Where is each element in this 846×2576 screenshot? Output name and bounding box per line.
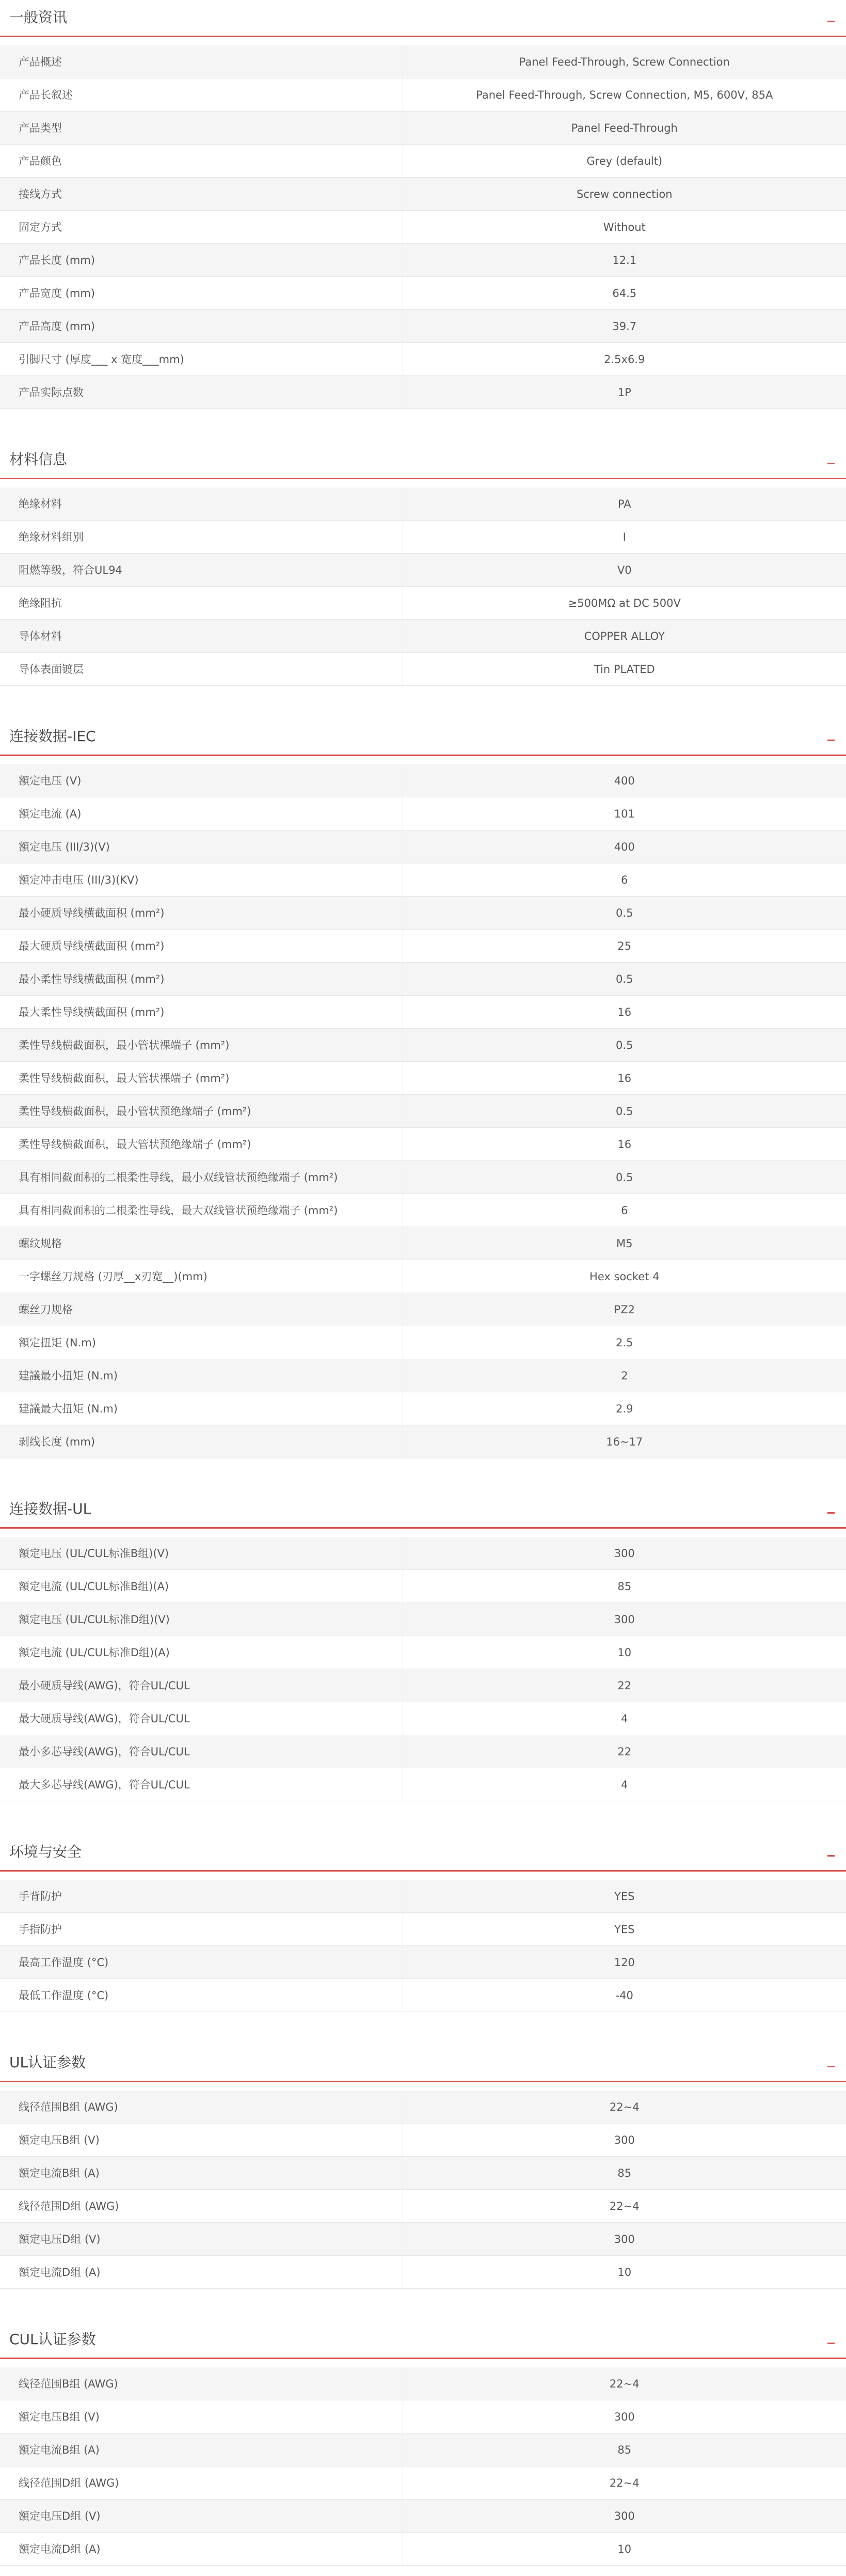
spec-value: PA (403, 488, 846, 521)
table-row (0, 45, 846, 78)
table-row (0, 554, 846, 587)
collapse-toggle-icon[interactable] (827, 740, 835, 741)
table-row (0, 1260, 846, 1293)
section-title: 一般资讯 (9, 9, 68, 26)
spec-label: 线径范围B组 (AWG) (0, 2367, 403, 2400)
table-row (0, 797, 846, 830)
table-row (0, 2367, 846, 2400)
spec-label: 产品概述 (0, 45, 403, 78)
spec-label: 线径范围D组 (AWG) (0, 2467, 403, 2500)
spec-value: V0 (403, 554, 846, 587)
spec-value: 1P (403, 376, 846, 409)
spec-value: M5 (403, 1227, 846, 1260)
table-row (0, 1425, 846, 1458)
spec-value: YES (403, 1880, 846, 1913)
spec-value: 2 (403, 1359, 846, 1392)
section-spacer (0, 1872, 846, 1880)
table-row (0, 310, 846, 343)
table-row (0, 1029, 846, 1062)
section-spacer (0, 1529, 846, 1537)
table-row (0, 587, 846, 620)
spec-label: 引脚尺寸 (厚度___ x 宽度___mm) (0, 343, 403, 376)
table-row (0, 2400, 846, 2433)
table-row (0, 653, 846, 686)
spec-label: 产品颜色 (0, 145, 403, 178)
spec-label: 产品长叙述 (0, 78, 403, 112)
table-row (0, 830, 846, 863)
section-spacer (0, 479, 846, 488)
section-gap (0, 2566, 846, 2576)
spec-label: 固定方式 (0, 211, 403, 244)
section-header[interactable] (0, 2322, 846, 2359)
section-title: CUL认证参数 (9, 2331, 96, 2348)
table-row (0, 343, 846, 376)
spec-label: 額定电压D组 (V) (0, 2223, 403, 2256)
table-row (0, 2157, 846, 2190)
section-header[interactable] (0, 442, 846, 479)
table-row (0, 1293, 846, 1326)
spec-label: 額定电压 (III/3)(V) (0, 830, 403, 863)
spec-value: Panel Feed-Through, Screw Connection, M5, 600V, 85A (403, 78, 846, 112)
spec-value: 2.9 (403, 1392, 846, 1425)
spec-value: Without (403, 211, 846, 244)
section-title: 连接数据-IEC (9, 728, 96, 745)
spec-label: 柔性导线横截面积，最小管状预绝缘端子 (mm²) (0, 1095, 403, 1128)
spec-value: 22 (403, 1669, 846, 1702)
spec-label: 绝缘材料 (0, 488, 403, 521)
spec-label: 产品长度 (mm) (0, 244, 403, 277)
spec-label: 建議最大扭矩 (N.m) (0, 1392, 403, 1425)
table-row (0, 1735, 846, 1768)
section-gap (0, 686, 846, 719)
spec-label: 螺丝刀规格 (0, 1293, 403, 1326)
spec-value: COPPER ALLOY (403, 620, 846, 653)
table-row (0, 277, 846, 310)
spec-label: 額定电压D组 (V) (0, 2500, 403, 2533)
collapse-toggle-icon[interactable] (827, 2066, 835, 2067)
spec-label: 最高工作温度 (°C) (0, 1946, 403, 1979)
table-row (0, 1392, 846, 1425)
section-gap (0, 2012, 846, 2045)
spec-label: 額定电流B组 (A) (0, 2157, 403, 2190)
spec-value: Screw connection (403, 178, 846, 211)
collapse-toggle-icon[interactable] (827, 1855, 835, 1857)
spec-section (0, 2045, 846, 2322)
table-row (0, 1062, 846, 1095)
spec-label: 最小多芯导线(AWG)，符合UL/CUL (0, 1735, 403, 1768)
table-row (0, 1702, 846, 1735)
table-row (0, 2433, 846, 2467)
spec-value: Panel Feed-Through (403, 112, 846, 145)
spec-value: 120 (403, 1946, 846, 1979)
spec-label: 阻燃等级，符合UL94 (0, 554, 403, 587)
spec-label: 导体材料 (0, 620, 403, 653)
spec-value: 300 (403, 1603, 846, 1636)
collapse-toggle-icon[interactable] (827, 21, 835, 22)
spec-table (0, 45, 846, 409)
table-row (0, 1636, 846, 1669)
spec-value: 0.5 (403, 963, 846, 996)
spec-value: 22~4 (403, 2190, 846, 2223)
table-row (0, 145, 846, 178)
spec-label: 导体表面镀层 (0, 653, 403, 686)
spec-value: 85 (403, 1570, 846, 1603)
spec-section (0, 442, 846, 719)
section-title: 连接数据-UL (9, 1500, 91, 1517)
spec-value: 10 (403, 1636, 846, 1669)
spec-value: Tin PLATED (403, 653, 846, 686)
spec-label: 一字螺丝刀规格 (刃厚__x刃宽__)(mm) (0, 1260, 403, 1293)
spec-value: 300 (403, 2500, 846, 2533)
spec-label: 产品实际点数 (0, 376, 403, 409)
spec-value: 10 (403, 2256, 846, 2289)
spec-value: 6 (403, 1194, 846, 1227)
spec-label: 具有相同截面积的二根柔性导线，最小双线管状预绝缘端子 (mm²) (0, 1161, 403, 1194)
spec-label: 接线方式 (0, 178, 403, 211)
spec-label: 額定电压B组 (V) (0, 2400, 403, 2433)
spec-label: 額定电流B组 (A) (0, 2433, 403, 2467)
table-row (0, 521, 846, 554)
spec-label: 最小硬质导线(AWG)，符合UL/CUL (0, 1669, 403, 1702)
section-spacer (0, 37, 846, 45)
spec-value: 400 (403, 764, 846, 797)
spec-label: 产品宽度 (mm) (0, 277, 403, 310)
spec-label: 具有相同截面积的二根柔性导线，最大双线管状预绝缘端子 (mm²) (0, 1194, 403, 1227)
spec-section (0, 1491, 846, 1834)
spec-label: 最大硬质导线横截面积 (mm²) (0, 930, 403, 963)
spec-label: 绝缘材料组别 (0, 521, 403, 554)
table-row (0, 1979, 846, 2012)
spec-value: 22 (403, 1735, 846, 1768)
spec-value: Panel Feed-Through, Screw Connection (403, 45, 846, 78)
spec-section (0, 0, 846, 442)
collapse-toggle-icon[interactable] (827, 1512, 835, 1514)
section-spacer (0, 2082, 846, 2091)
spec-label: 額定电压 (UL/CUL标准B组)(V) (0, 1537, 403, 1570)
table-row (0, 488, 846, 521)
table-row (0, 963, 846, 996)
spec-value: 85 (403, 2157, 846, 2190)
spec-label: 手指防护 (0, 1913, 403, 1946)
spec-value: YES (403, 1913, 846, 1946)
spec-value: 300 (403, 2124, 846, 2157)
spec-label: 額定电压 (UL/CUL标准D组)(V) (0, 1603, 403, 1636)
section-header[interactable] (0, 0, 846, 37)
spec-value: -40 (403, 1979, 846, 2012)
table-row (0, 1913, 846, 1946)
section-title: 环境与安全 (9, 1843, 82, 1860)
spec-label: 手背防护 (0, 1880, 403, 1913)
table-row (0, 1326, 846, 1359)
table-row (0, 863, 846, 897)
spec-label: 建議最小扭矩 (N.m) (0, 1359, 403, 1392)
table-row (0, 1570, 846, 1603)
section-header[interactable] (0, 1834, 846, 1872)
table-row (0, 897, 846, 930)
spec-value: 6 (403, 863, 846, 897)
table-row (0, 1128, 846, 1161)
spec-label: 額定电流 (UL/CUL标准D组)(A) (0, 1636, 403, 1669)
spec-table (0, 1880, 846, 2012)
spec-label: 額定冲击电压 (III/3)(KV) (0, 863, 403, 897)
table-row (0, 1768, 846, 1801)
spec-value: 2.5x6.9 (403, 343, 846, 376)
table-row (0, 1537, 846, 1570)
spec-value: 0.5 (403, 1161, 846, 1194)
section-header[interactable] (0, 1491, 846, 1529)
table-row (0, 996, 846, 1029)
table-row (0, 1227, 846, 1260)
spec-value: 12.1 (403, 244, 846, 277)
spec-label: 最小硬质导线横截面积 (mm²) (0, 897, 403, 930)
spec-label: 最大柔性导线横截面积 (mm²) (0, 996, 403, 1029)
spec-label: 柔性导线横截面积，最大管状预绝缘端子 (mm²) (0, 1128, 403, 1161)
spec-value: 22~4 (403, 2467, 846, 2500)
table-row (0, 2223, 846, 2256)
spec-label: 柔性导线横截面积，最小管状裸端子 (mm²) (0, 1029, 403, 1062)
spec-table (0, 2367, 846, 2566)
table-row (0, 1603, 846, 1636)
section-gap (0, 409, 846, 442)
spec-value: 25 (403, 930, 846, 963)
table-row (0, 764, 846, 797)
table-row (0, 2533, 846, 2566)
section-title: 材料信息 (9, 451, 68, 468)
spec-value: Hex socket 4 (403, 1260, 846, 1293)
spec-section (0, 1834, 846, 2045)
spec-label: 螺纹规格 (0, 1227, 403, 1260)
spec-value: 0.5 (403, 1095, 846, 1128)
spec-label: 剥线长度 (mm) (0, 1425, 403, 1458)
spec-value: 10 (403, 2533, 846, 2566)
spec-value: 16 (403, 1128, 846, 1161)
spec-value: PZ2 (403, 1293, 846, 1326)
spec-section (0, 2322, 846, 2576)
spec-label: 最小柔性导线横截面积 (mm²) (0, 963, 403, 996)
spec-value: 2.5 (403, 1326, 846, 1359)
spec-value: 4 (403, 1702, 846, 1735)
spec-value: I (403, 521, 846, 554)
spec-value: 16~17 (403, 1425, 846, 1458)
table-row (0, 1880, 846, 1913)
collapse-toggle-icon[interactable] (827, 2343, 835, 2344)
spec-label: 线径范围D组 (AWG) (0, 2190, 403, 2223)
spec-section (0, 719, 846, 1491)
spec-label: 額定电压B组 (V) (0, 2124, 403, 2157)
spec-value: 400 (403, 830, 846, 863)
section-spacer (0, 756, 846, 764)
table-row (0, 2467, 846, 2500)
spec-value: 300 (403, 2223, 846, 2256)
section-gap (0, 2289, 846, 2322)
table-row (0, 1359, 846, 1392)
table-row (0, 2500, 846, 2533)
spec-label: 額定电流 (UL/CUL标准B组)(A) (0, 1570, 403, 1603)
spec-table (0, 764, 846, 1458)
section-title: UL认证参数 (9, 2054, 86, 2071)
table-row (0, 2091, 846, 2124)
spec-table (0, 2091, 846, 2289)
spec-value: 101 (403, 797, 846, 830)
section-gap (0, 1801, 846, 1834)
spec-value: 22~4 (403, 2091, 846, 2124)
spec-table (0, 1537, 846, 1801)
spec-label: 額定扭矩 (N.m) (0, 1326, 403, 1359)
spec-value: ≥500MΩ at DC 500V (403, 587, 846, 620)
table-row (0, 2124, 846, 2157)
table-row (0, 2256, 846, 2289)
table-row (0, 178, 846, 211)
spec-label: 額定电流 (A) (0, 797, 403, 830)
spec-value: 300 (403, 1537, 846, 1570)
section-spacer (0, 2359, 846, 2367)
table-row (0, 211, 846, 244)
spec-label: 額定电流D组 (A) (0, 2533, 403, 2566)
spec-label: 产品高度 (mm) (0, 310, 403, 343)
spec-value: 0.5 (403, 897, 846, 930)
spec-label: 线径范围B组 (AWG) (0, 2091, 403, 2124)
spec-label: 产品类型 (0, 112, 403, 145)
spec-value: 22~4 (403, 2367, 846, 2400)
section-header[interactable] (0, 2045, 846, 2082)
spec-value: 300 (403, 2400, 846, 2433)
spec-value: 16 (403, 996, 846, 1029)
section-header[interactable] (0, 719, 846, 756)
table-row (0, 2190, 846, 2223)
table-row (0, 376, 846, 409)
spec-label: 額定电流D组 (A) (0, 2256, 403, 2289)
spec-value: Grey (default) (403, 145, 846, 178)
table-row (0, 1669, 846, 1702)
spec-label: 最大多芯导线(AWG)，符合UL/CUL (0, 1768, 403, 1801)
table-row (0, 1095, 846, 1128)
spec-label: 柔性导线横截面积，最大管状裸端子 (mm²) (0, 1062, 403, 1095)
spec-value: 85 (403, 2433, 846, 2467)
spec-value: 39.7 (403, 310, 846, 343)
spec-value: 0.5 (403, 1029, 846, 1062)
section-gap (0, 1458, 846, 1491)
spec-table (0, 488, 846, 686)
table-row (0, 78, 846, 112)
spec-label: 绝缘阻抗 (0, 587, 403, 620)
spec-label: 額定电压 (V) (0, 764, 403, 797)
table-row (0, 1946, 846, 1979)
table-row (0, 1161, 846, 1194)
spec-value: 64.5 (403, 277, 846, 310)
spec-value: 4 (403, 1768, 846, 1801)
table-row (0, 244, 846, 277)
table-row (0, 620, 846, 653)
spec-label: 最大硬质导线(AWG)，符合UL/CUL (0, 1702, 403, 1735)
table-row (0, 930, 846, 963)
table-row (0, 112, 846, 145)
table-row (0, 1194, 846, 1227)
spec-label: 最低工作温度 (°C) (0, 1979, 403, 2012)
collapse-toggle-icon[interactable] (827, 463, 835, 464)
spec-value: 16 (403, 1062, 846, 1095)
